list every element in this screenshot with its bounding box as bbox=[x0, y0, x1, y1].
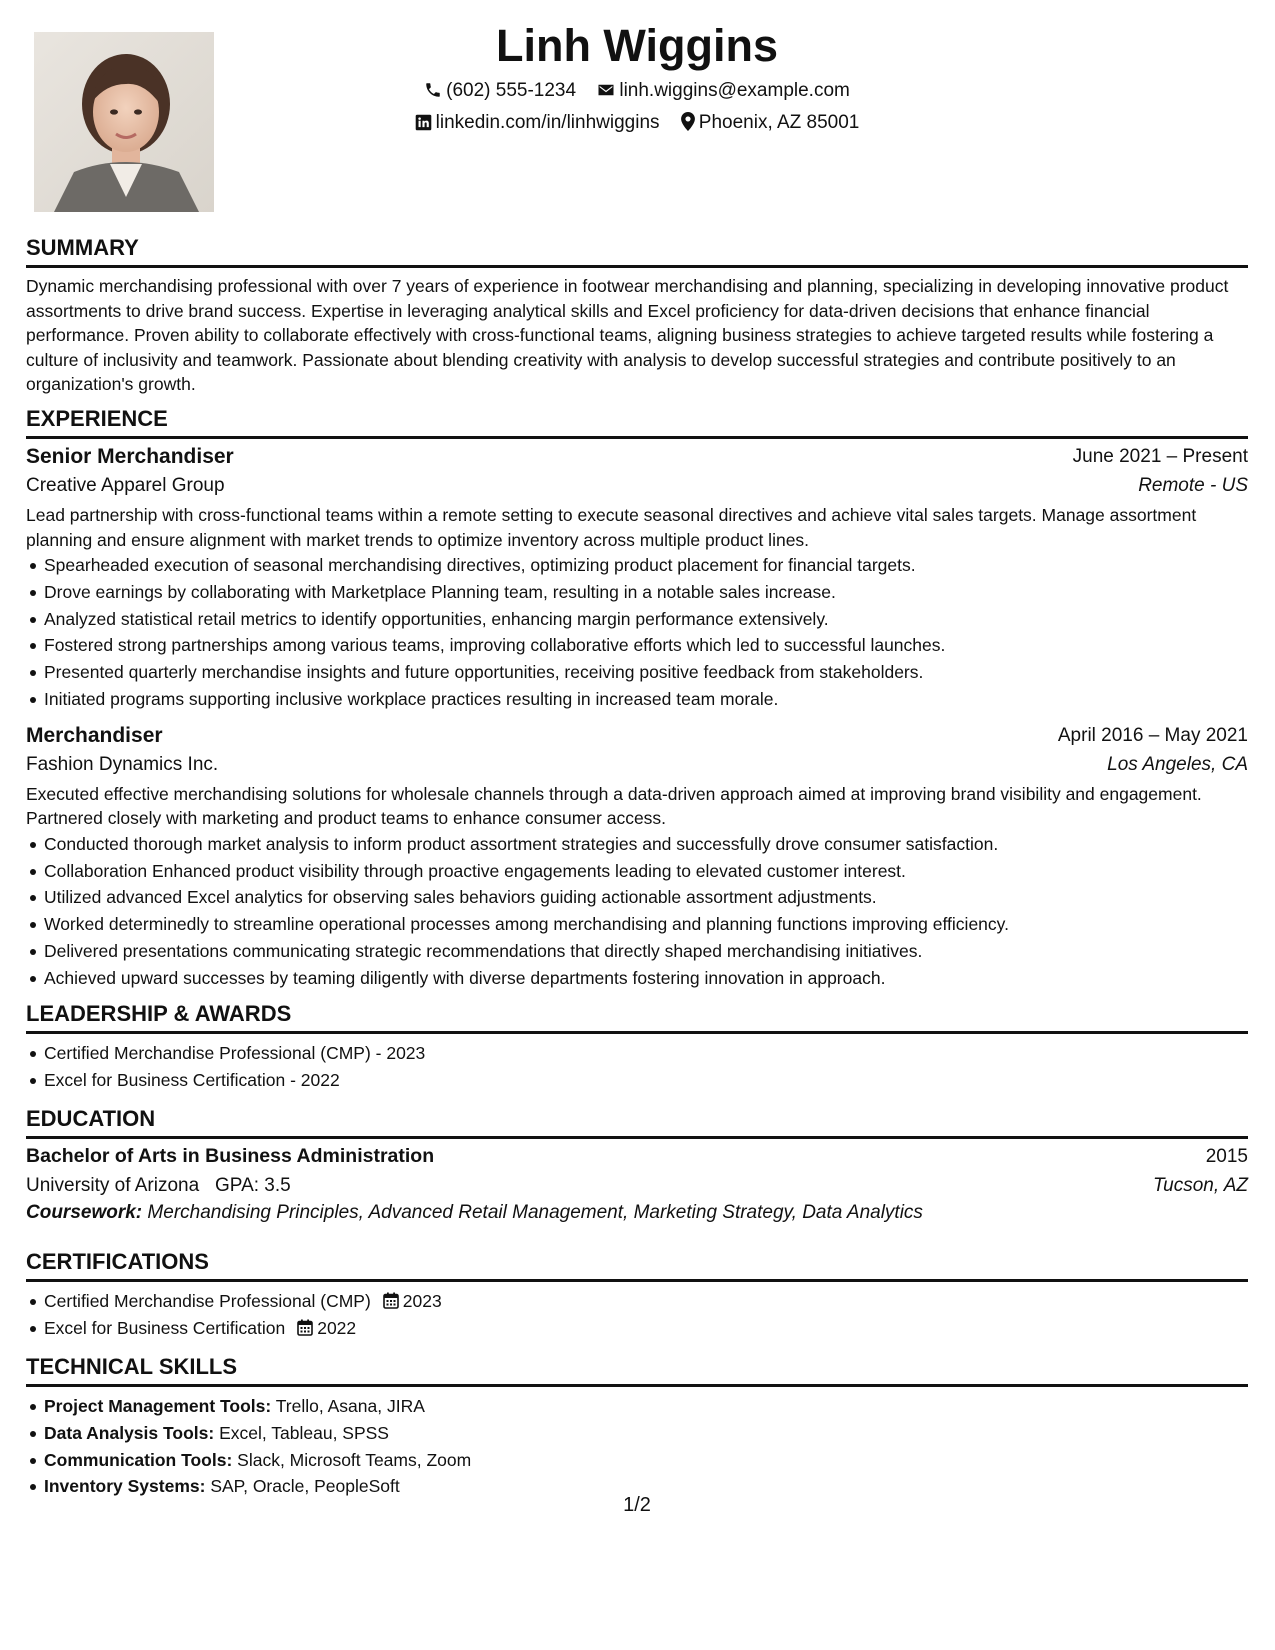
list-item: Certified Merchandise Professional (CMP) - 2023 bbox=[44, 1040, 1248, 1067]
list-item: Excel for Business Certification - 2022 bbox=[44, 1067, 1248, 1094]
job-dates: June 2021 – Present bbox=[1072, 446, 1248, 467]
list-item: Fostered strong partnerships among various teams, improving collaborative efforts which led to successful launches. bbox=[44, 632, 1248, 659]
map-pin-icon bbox=[681, 112, 695, 131]
job-bullets bbox=[26, 552, 1248, 713]
leadership-heading: LEADERSHIP & AWARDS bbox=[26, 1001, 1248, 1034]
page-number: 1/2 bbox=[623, 1494, 651, 1516]
education-section bbox=[26, 1106, 1248, 1224]
linkedin-text: linkedin.com/in/linhwiggins bbox=[435, 112, 660, 133]
certifications-section bbox=[26, 1249, 1248, 1342]
education-heading: EDUCATION bbox=[26, 1106, 1248, 1139]
job-location: Los Angeles, CA bbox=[1107, 753, 1248, 775]
skill-label: Inventory Systems: bbox=[44, 1476, 206, 1497]
location-contact bbox=[681, 112, 860, 134]
contact-row-1 bbox=[26, 80, 1248, 102]
graduation-year: 2015 bbox=[1205, 1146, 1248, 1167]
experience-heading: EXPERIENCE bbox=[26, 406, 1248, 439]
email-contact[interactable] bbox=[597, 80, 850, 102]
list-item: Achieved upward successes by teaming diligently with diverse departments fostering innovation in approach. bbox=[44, 965, 1248, 992]
envelope-icon bbox=[597, 81, 615, 99]
summary-text: Dynamic merchandising professional with over 7 years of experience in footwear merchandising and planning, specializing in developing innovative product assortments to drive brand success. Expertise in leveraging analytical skills and Excel proficiency for data-driven decisions that enhance financial performance. Proven ability to collaborate effectively with cross-functional teams, aligning business strategies to achieve targeted results while fostering a culture of inclusivity and teamwork. Passionate about blending creativity with analysis to develop successful strategies and contribute positively to an organization's growth. bbox=[26, 276, 1229, 394]
list-item: Spearheaded execution of seasonal merchandising directives, optimizing product placement for financial targets. bbox=[44, 552, 1248, 579]
job-title: Senior Merchandiser bbox=[26, 445, 234, 468]
certification-name: Certified Merchandise Professional (CMP) bbox=[44, 1291, 371, 1311]
job-bullets bbox=[26, 831, 1248, 992]
list-item bbox=[44, 1315, 1248, 1342]
coursework bbox=[26, 1202, 1248, 1224]
job-company: Fashion Dynamics Inc. bbox=[26, 753, 219, 775]
certifications-heading: CERTIFICATIONS bbox=[26, 1249, 1248, 1282]
calendar-icon bbox=[383, 1292, 399, 1309]
experience-section bbox=[26, 406, 1248, 992]
skill-label: Data Analysis Tools: bbox=[44, 1422, 215, 1443]
linkedin-contact[interactable] bbox=[415, 112, 660, 134]
skill-value: Slack, Microsoft Teams, Zoom bbox=[237, 1449, 472, 1470]
list-item: Delivered presentations communicating strategic recommendations that directly shaped merchandising initiatives. bbox=[44, 938, 1248, 965]
skill-value: SAP, Oracle, PeopleSoft bbox=[210, 1476, 400, 1497]
skill-label: Communication Tools: bbox=[44, 1449, 233, 1470]
job-entry bbox=[26, 720, 1248, 992]
calendar-icon bbox=[297, 1319, 313, 1336]
resume-page bbox=[26, 0, 1248, 1650]
phone-text: (602) 555-1234 bbox=[446, 80, 577, 101]
skill-value: Excel, Tableau, SPSS bbox=[219, 1422, 389, 1443]
email-text: linh.wiggins@example.com bbox=[619, 80, 850, 101]
certifications-list bbox=[26, 1288, 1248, 1342]
job-entry bbox=[26, 441, 1248, 713]
list-item: Collaboration Enhanced product visibility through proactive engagements leading to elevated customer interest. bbox=[44, 858, 1248, 885]
list-item: Drove earnings by collaborating with Marketplace Planning team, resulting in a notable sales increase. bbox=[44, 579, 1248, 606]
skill-label: Project Management Tools: bbox=[44, 1396, 272, 1416]
list-item: Conducted thorough market analysis to inform product assortment strategies and successfully drove consumer satisfaction. bbox=[44, 831, 1248, 858]
list-item: Presented quarterly merchandise insights and future opportunities, receiving positive feedback from stakeholders. bbox=[44, 659, 1248, 686]
job-location: Remote - US bbox=[1138, 475, 1248, 496]
certification-name: Excel for Business Certification bbox=[44, 1317, 286, 1338]
job-description: Executed effective merchandising solutions for wholesale channels through a data-driven approach aimed at improving brand visibility and engagement. Partnered closely with marketing and product teams to enhance consumer access. bbox=[26, 783, 1202, 829]
school-name: University of Arizona bbox=[26, 1175, 200, 1196]
summary-section bbox=[26, 235, 1248, 397]
location-text: Phoenix, AZ 85001 bbox=[698, 112, 860, 133]
gpa: GPA: 3.5 bbox=[215, 1175, 291, 1196]
leadership-section bbox=[26, 1001, 1248, 1094]
list-item bbox=[44, 1288, 1248, 1315]
summary-heading: SUMMARY bbox=[26, 235, 1248, 268]
skill-value: Trello, Asana, JIRA bbox=[275, 1396, 425, 1416]
degree: Bachelor of Arts in Business Administration bbox=[26, 1145, 435, 1167]
list-item: Utilized advanced Excel analytics for observing sales behaviors guiding actionable assortment adjustments. bbox=[44, 884, 1248, 911]
list-item: Analyzed statistical retail metrics to identify opportunities, enhancing margin performance extensively. bbox=[44, 606, 1248, 633]
job-description: Lead partnership with cross-functional teams within a remote setting to execute seasonal directives and achieve vital sales targets. Manage assortment planning and ensure alignment with market trends to optimize inventory across multiple product lines. bbox=[26, 505, 1197, 550]
phone-contact[interactable] bbox=[424, 80, 576, 102]
list-item: Worked determinedly to streamline operational processes among merchandising and planning functions improving efficiency. bbox=[44, 911, 1248, 938]
skills-list bbox=[26, 1393, 1248, 1500]
list-item bbox=[44, 1393, 1248, 1420]
skills-section bbox=[26, 1354, 1248, 1500]
list-item: Initiated programs supporting inclusive workplace practices resulting in increased team morale. bbox=[44, 686, 1248, 713]
contact-row-2 bbox=[26, 112, 1248, 134]
certification-year: 2022 bbox=[317, 1317, 357, 1338]
list-item bbox=[44, 1420, 1248, 1447]
job-title: Merchandiser bbox=[26, 723, 163, 747]
coursework-label: Coursework: bbox=[26, 1202, 143, 1223]
list-item bbox=[44, 1447, 1248, 1474]
leadership-list bbox=[26, 1040, 1248, 1094]
school-location: Tucson, AZ bbox=[1152, 1175, 1248, 1196]
school-line bbox=[26, 1175, 291, 1197]
phone-icon bbox=[424, 81, 442, 99]
candidate-name: Linh Wiggins bbox=[495, 20, 779, 71]
certification-year: 2023 bbox=[402, 1291, 442, 1311]
skills-heading: TECHNICAL SKILLS bbox=[26, 1354, 1248, 1387]
job-company: Creative Apparel Group bbox=[26, 475, 225, 496]
coursework-list: Merchandising Principles, Advanced Retail Management, Marketing Strategy, Data Analytics bbox=[147, 1202, 923, 1223]
job-dates: April 2016 – May 2021 bbox=[1057, 724, 1248, 746]
linkedin-icon bbox=[415, 114, 432, 131]
